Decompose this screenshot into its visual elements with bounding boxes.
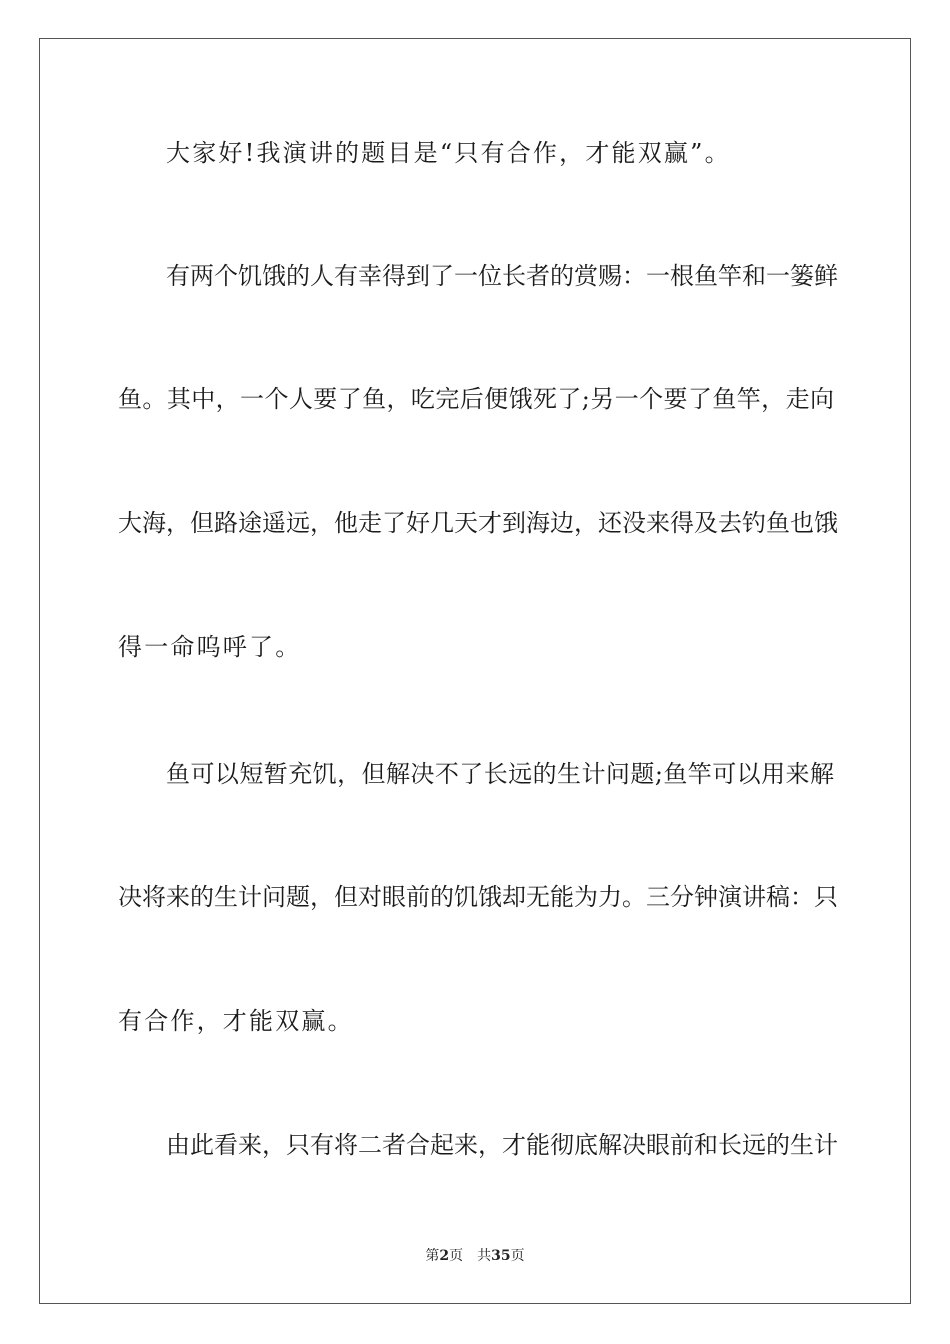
footer-page-suffix: 页 bbox=[449, 1248, 464, 1264]
paragraph-line-3: 鱼。其中，一个人要了鱼，吃完后便饿死了;另一个要了鱼竿，走向 bbox=[118, 385, 834, 413]
footer-total-suffix: 页 bbox=[510, 1248, 525, 1264]
paragraph-line-7: 决将来的生计问题，但对眼前的饥饿却无能为力。三分钟演讲稿：只 bbox=[118, 883, 838, 911]
paragraph-line-1: 大家好!我演讲的题目是“只有合作，才能双赢”。 bbox=[166, 139, 731, 167]
paragraph-line-6: 鱼可以短暂充饥，但解决不了长远的生计问题;鱼竿可以用来解 bbox=[166, 760, 834, 788]
footer-total-pages: 35 bbox=[491, 1248, 511, 1264]
paragraph-line-5: 得一命呜呼了。 bbox=[118, 633, 302, 661]
footer-page-number: 2 bbox=[439, 1248, 450, 1264]
footer-page-prefix: 第 bbox=[425, 1248, 440, 1264]
page-footer bbox=[0, 1246, 950, 1266]
footer-total-prefix: 共 bbox=[477, 1248, 492, 1264]
page-border bbox=[39, 38, 911, 1304]
paragraph-line-9: 由此看来，只有将二者合起来，才能彻底解决眼前和长远的生计 bbox=[166, 1131, 838, 1159]
paragraph-line-8: 有合作，才能双赢。 bbox=[118, 1007, 354, 1035]
paragraph-line-2: 有两个饥饿的人有幸得到了一位长者的赏赐：一根鱼竿和一篓鲜 bbox=[166, 262, 838, 290]
paragraph-line-4: 大海，但路途遥远，他走了好几天才到海边，还没来得及去钓鱼也饿 bbox=[118, 509, 838, 537]
